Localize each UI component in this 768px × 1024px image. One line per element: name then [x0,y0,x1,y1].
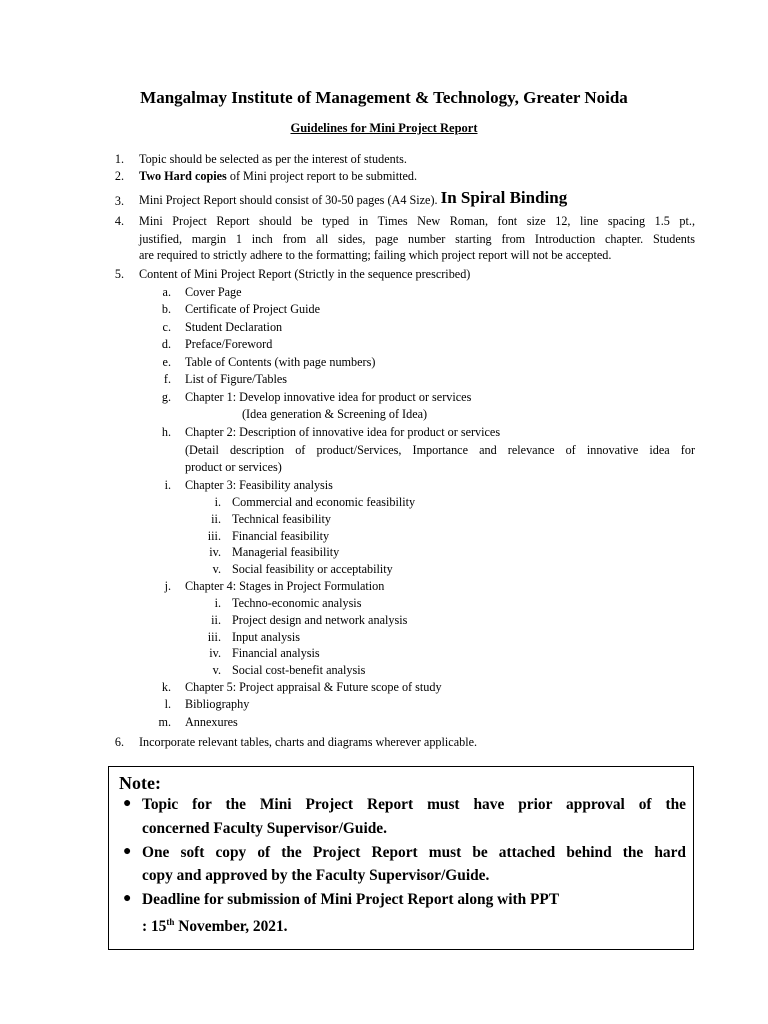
roman-numeral: v. [212,562,221,576]
sub-item: Technical feasibility [232,512,331,526]
item-number: 1. [114,152,124,166]
content-letter: g. [161,390,171,404]
sub-item: Commercial and economic feasibility [232,495,416,509]
content-item: Certificate of Project Guide [185,302,321,316]
item-text-line: Mini Project Report should be typed in Times New Roman, font size 12, line spacing 1.5 pt., [139,214,695,228]
content-letter: i. [164,478,171,492]
content-item-subtext: product or services) [185,460,282,474]
item-number: 2. [114,169,124,183]
sub-item: Social cost-benefit analysis [232,663,366,677]
institute-title: Mangalmay Institute of Management & Technology, Greater Noida [140,88,628,107]
roman-numeral: iv. [209,545,221,559]
note-box [108,766,694,950]
spiral-binding-emphasis: In Spiral Binding [440,188,568,207]
content-letter: e. [162,355,171,369]
content-item: Chapter 5: Project appraisal & Future scope of study [185,680,442,694]
note-title: Note: [119,773,161,793]
note-text-line: One soft copy of the Project Report must be attached behind the hard [142,844,686,861]
roman-numeral: v. [212,663,221,677]
guidelines-subtitle: Guidelines for Mini Project Report [290,121,478,135]
item-number: 6. [114,735,124,749]
content-item: List of Figure/Tables [185,372,288,386]
item-number: 4. [114,214,124,228]
roman-numeral: i. [214,596,221,610]
note-text-line: copy and approved by the Faculty Supervisor/Guide. [142,867,490,884]
content-item: Table of Contents (with page numbers) [185,355,376,369]
item-text: Incorporate relevant tables, charts and diagrams wherever applicable. [139,735,478,749]
sub-item: Social feasibility or acceptability [232,562,393,576]
bold-phrase: Two Hard copies [139,169,227,183]
item-text-line: justified, margin 1 inch from all sides, page number starting from Introduction chapter. Students [139,232,695,246]
sub-item: Managerial feasibility [232,545,340,559]
content-item: Preface/Foreword [185,337,273,351]
content-item: Cover Page [185,285,242,299]
content-item: Annexures [185,715,238,729]
content-letter: b. [161,302,171,316]
content-letter: m. [158,715,171,729]
ordinal-suffix: th [166,917,175,927]
roman-numeral: i. [214,495,221,509]
item-text-main: Mini Project Report should consist of 30-50 pages (A4 Size). [139,193,441,207]
content-letter: j. [164,579,171,593]
content-item: Chapter 1: Develop innovative idea for product or services [185,390,472,404]
content-letter: l. [164,697,171,711]
content-item: Chapter 4: Stages in Project Formulation [185,579,385,593]
item-text: Topic should be selected as per the interest of students. [139,152,407,166]
bullet-icon: ● [123,891,132,906]
deadline-prefix: : 15 [142,918,167,935]
content-item-subtext: (Detail description of product/Services, Importance and relevance of innovative idea for [185,443,695,457]
content-item: Chapter 2: Description of innovative idea for product or services [185,425,501,439]
item-number: 3. [114,194,124,208]
content-item: Chapter 3: Feasibility analysis [185,478,333,492]
content-item: Bibliography [185,697,250,711]
content-letter: c. [162,320,171,334]
roman-numeral: iv. [209,646,221,660]
roman-numeral: iii. [207,529,221,543]
item-text [139,168,417,184]
roman-numeral: ii. [211,512,221,526]
note-text-line: Deadline for submission of Mini Project Report along with PPT [142,891,560,908]
roman-numeral: iii. [207,630,221,644]
sub-item: Techno-economic analysis [232,596,362,610]
content-letter: a. [162,285,171,299]
item-text-line: are required to strictly adhere to the formatting; failing which project report will not be accepted. [139,248,612,262]
item-text-rest: of Mini project report to be submitted. [226,169,418,183]
content-letter: d. [161,337,171,351]
bullet-icon: ● [123,844,132,859]
content-letter: f. [163,372,171,386]
item-text: Content of Mini Project Report (Strictly in the sequence prescribed) [139,267,471,281]
sub-item: Project design and network analysis [232,613,408,627]
item-number: 5. [114,267,124,281]
item-text [139,187,567,211]
sub-item: Financial feasibility [232,529,330,543]
note-text-line: concerned Faculty Supervisor/Guide. [142,820,387,837]
content-letter: k. [161,680,171,694]
note-text-line: Topic for the Mini Project Report must have prior approval of the [142,796,686,813]
deadline-date: November, 2021. [174,918,288,935]
content-letter: h. [161,425,171,439]
sub-item: Financial analysis [232,646,320,660]
content-item: Student Declaration [185,320,283,334]
sub-item: Input analysis [232,630,301,644]
deadline-line [142,911,288,938]
content-item-subtext: (Idea generation & Screening of Idea) [242,407,428,421]
bullet-icon: ● [123,796,132,811]
roman-numeral: ii. [211,613,221,627]
